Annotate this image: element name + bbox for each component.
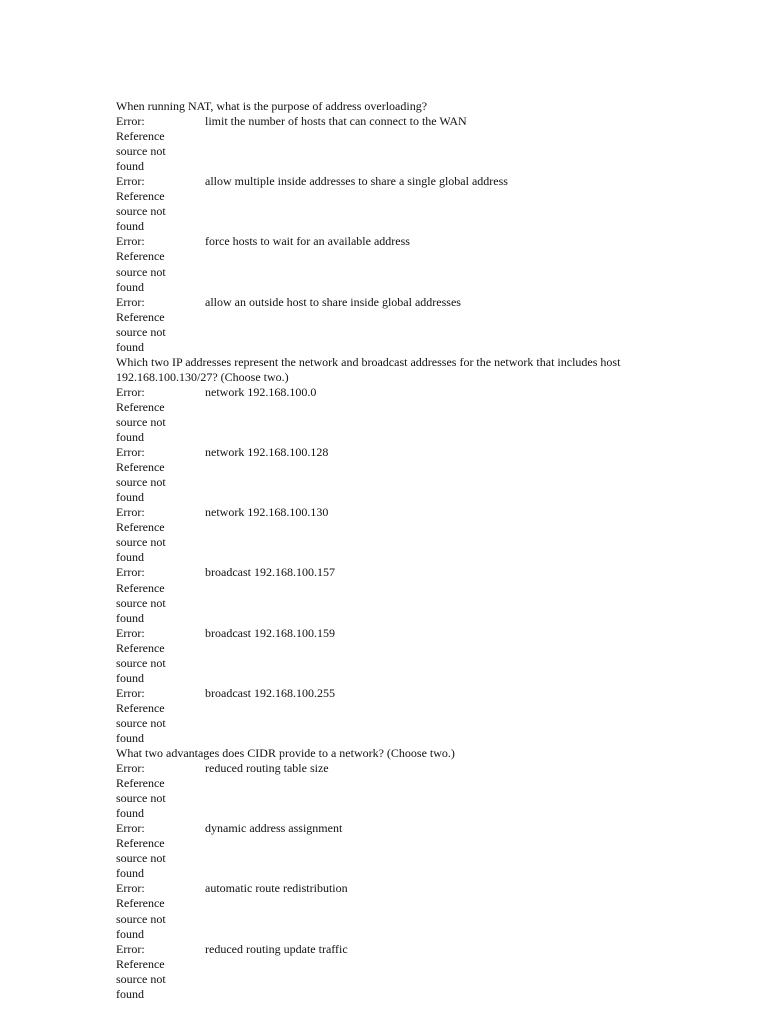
question-text: Which two IP addresses represent the network and broadcast addresses for the network that includes host 192.168.100.130/27? (Choose two.) <box>116 354 621 384</box>
answer-text: broadcast 192.168.100.157 <box>205 565 335 580</box>
reference-error: Error: Reference source not found <box>116 234 166 294</box>
answer-text: limit the number of hosts that can connect to the WAN <box>205 114 467 129</box>
answer-option <box>116 686 656 746</box>
answer-option <box>116 295 656 355</box>
reference-error: Error: Reference source not found <box>116 881 166 941</box>
answer-option <box>116 942 656 1002</box>
answer-text: network 192.168.100.128 <box>205 445 329 460</box>
reference-error: Error: Reference source not found <box>116 445 166 505</box>
reference-error: Error: Reference source not found <box>116 384 166 445</box>
answer-text: reduced routing table size <box>205 761 329 776</box>
answer-option <box>116 385 656 445</box>
question-block <box>116 746 656 1002</box>
answer-text: reduced routing update traffic <box>205 941 348 956</box>
answer-text: network 192.168.100.0 <box>205 384 317 399</box>
reference-error: Error: Reference source not found <box>116 505 166 565</box>
reference-error: Error: Reference source not found <box>116 685 166 745</box>
answer-option <box>116 505 656 565</box>
answer-text: allow an outside host to share inside global addresses <box>205 294 461 309</box>
question-block <box>116 99 656 355</box>
answer-text: network 192.168.100.130 <box>205 505 329 520</box>
answer-option <box>116 234 656 294</box>
answer-option <box>116 445 656 505</box>
answer-option <box>116 761 656 821</box>
answer-text: force hosts to wait for an available address <box>205 234 410 249</box>
reference-error: Error: Reference source not found <box>116 625 166 685</box>
reference-error: Error: Reference source not found <box>116 114 166 174</box>
reference-error: Error: Reference source not found <box>116 294 166 354</box>
reference-error: Error: Reference source not found <box>116 761 166 821</box>
answer-text: automatic route redistribution <box>205 881 348 896</box>
question-text: What two advantages does CIDR provide to a network? (Choose two.) <box>116 746 455 761</box>
question-block <box>116 355 656 746</box>
reference-error: Error: Reference source not found <box>116 565 166 625</box>
answer-option <box>116 565 656 625</box>
reference-error: Error: Reference source not found <box>116 941 166 1001</box>
answer-option <box>116 174 656 234</box>
answer-option <box>116 626 656 686</box>
answer-option <box>116 821 656 881</box>
document-body <box>116 99 656 1002</box>
reference-error: Error: Reference source not found <box>116 821 166 881</box>
answer-text: broadcast 192.168.100.255 <box>205 685 335 700</box>
reference-error: Error: Reference source not found <box>116 174 166 234</box>
answer-text: broadcast 192.168.100.159 <box>205 625 335 640</box>
answer-option <box>116 114 656 174</box>
question-text: When running NAT, what is the purpose of address overloading? <box>116 99 428 113</box>
answer-text: allow multiple inside addresses to share a single global address <box>205 174 508 189</box>
answer-option <box>116 881 656 941</box>
answer-text: dynamic address assignment <box>205 821 343 836</box>
